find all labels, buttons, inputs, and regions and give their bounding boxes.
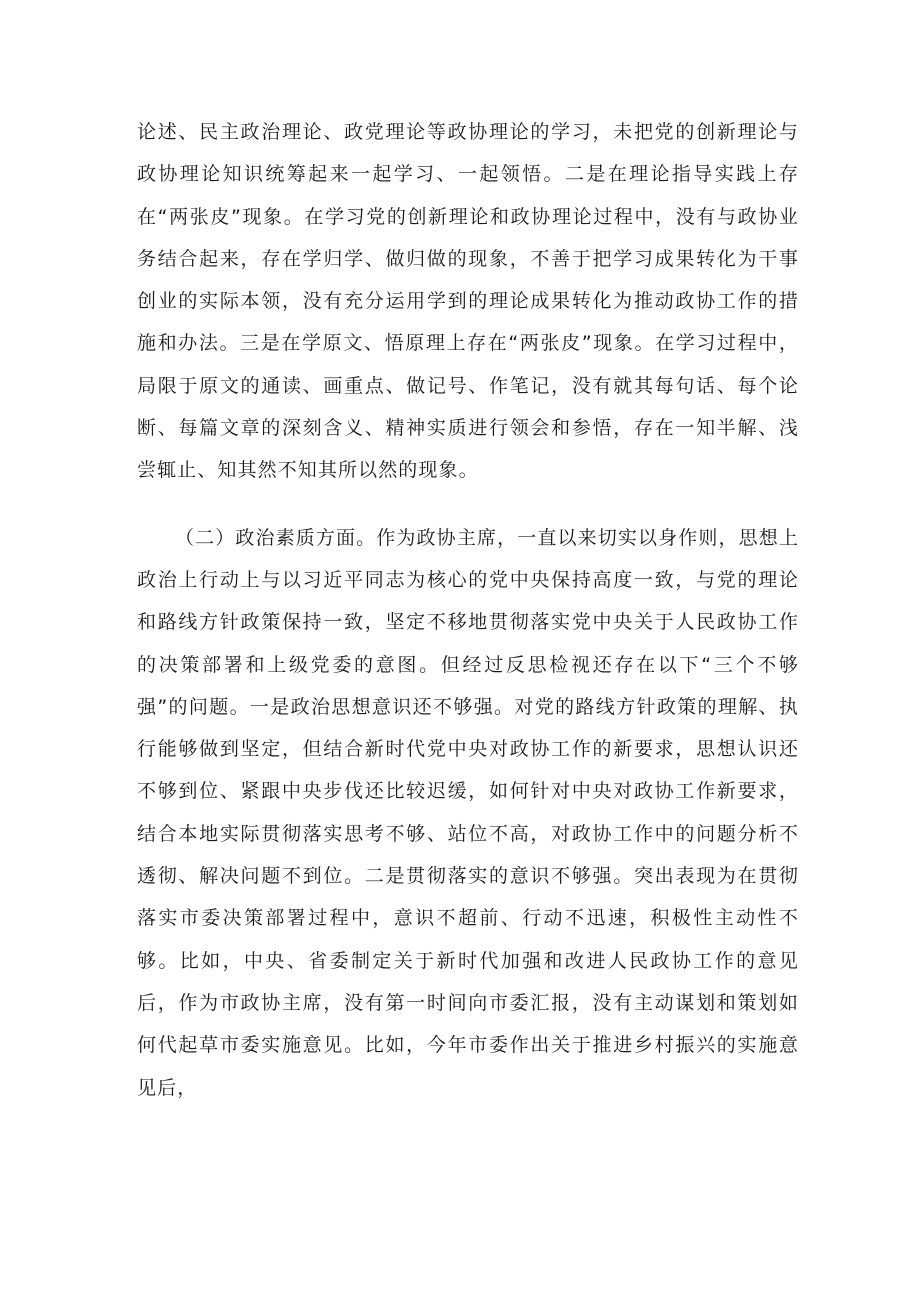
document-body bbox=[137, 111, 799, 1109]
paragraph-political-quality: （二）政治素质方面。作为政协主席，一直以来切实以身作则，思想上政治上行动上与以习近平同志为核心的党中央保持高度一致，与党的理论和路线方针政策保持一致，坚定不移地贯彻落实党中央关于人民政协工作的决策部署和上级党委的意图。但经过反思检视还存在以下“三个不够强”的问题。一是政治思想意识还不够强。对党的路线方针政策的理解、执行能够做到坚定，但结合新时代党中央对政协工作的新要求，思想认识还不够到位、紧跟中央步伐还比较迟缓，如何针对中央对政协工作新要求，结合本地实际贯彻落实思考不够、站位不高，对政协工作中的问题分析不透彻、解决问题不到位。二是贯彻落实的意识不够强。突出表现为在贯彻落实市委决策部署过程中，意识不超前、行动不迅速，积极性主动性不够。比如，中央、省委制定关于新时代加强和改进人民政协工作的意见后，作为市政协主席，没有第一时间向市委汇报，没有主动谋划和策划如何代起草市委实施意见。比如，今年市委作出关于推进乡村振兴的实施意见后， bbox=[137, 526, 799, 1099]
paragraph-theory-study: 论述、民主政治理论、政党理论等政协理论的学习，未把党的创新理论与政协理论知识统筹起来一起学习、一起领悟。二是在理论指导实践上存在“两张皮”现象。在学习党的创新理论和政协理论过程中，没有与政协业务结合起来，存在学归学、做归做的现象，不善于把学习成果转化为干事创业的实际本领，没有充分运用学到的理论成果转化为推动政协工作的措施和办法。三是在学原文、悟原理上存在“两张皮”现象。在学习过程中，局限于原文的通读、画重点、做记号、作笔记，没有就其每句话、每个论断、每篇文章的深刻含义、精神实质进行领会和参悟，存在一知半解、浅尝辄止、知其然不知其所以然的现象。 bbox=[137, 121, 799, 482]
